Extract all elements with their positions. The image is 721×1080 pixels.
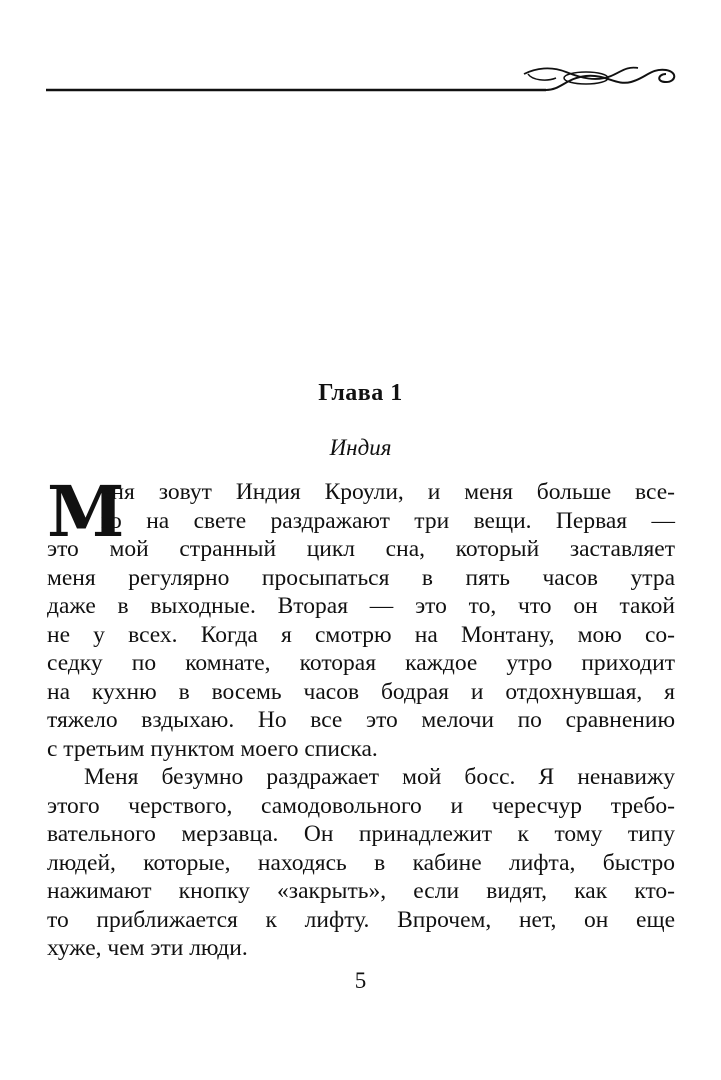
text-line: с третьим пунктом моего списка. — [47, 735, 378, 762]
text-line: даже в выходные. Вторая — это то, что он такой — [47, 593, 675, 619]
text-line: то приближается к лифту. Впрочем, нет, он еще — [47, 906, 675, 933]
drop-cap-letter: М — [47, 470, 125, 553]
text-line: хуже, чем эти люди. — [47, 935, 248, 961]
chapter-subtitle: Индия — [329, 435, 392, 460]
text-line: этого черствого, самодовольного и чересчур требо- — [47, 792, 675, 819]
text-line: людей, которые, находясь в кабине лифта, быстро — [47, 849, 675, 876]
text-line: тяжело вздыхаю. Но все это мелочи по сравнению — [47, 707, 675, 733]
text-line: это мой странный цикл сна, который заставляет — [47, 536, 675, 562]
text-line: меня регулярно просыпаться в пять часов утра — [47, 564, 675, 591]
text-line: еня зовут Индия Кроули, и меня больше все- — [101, 479, 675, 505]
text-line: го на свете раздражают три вещи. Первая — — [101, 507, 675, 534]
text-line: на кухню в восемь часов бодрая и отдохнувшая, я — [47, 678, 675, 705]
text-line: не у всех. Когда я смотрю на Монтану, мою со- — [47, 621, 675, 648]
chapter-text — [47, 470, 675, 963]
text-line: вательного мерзавца. Он принадлежит к тому типу — [47, 821, 675, 847]
page-number: 5 — [354, 968, 367, 993]
text-line: седку по комнате, которая каждое утро приходит — [47, 650, 675, 676]
text-line: Меня безумно раздражает мой босс. Я ненавижу — [84, 764, 675, 790]
decorative-header-rule — [46, 60, 686, 100]
chapter-title: Глава 1 — [318, 380, 403, 406]
text-line: нажимают кнопку «закрыть», если видят, как кто- — [47, 878, 675, 904]
